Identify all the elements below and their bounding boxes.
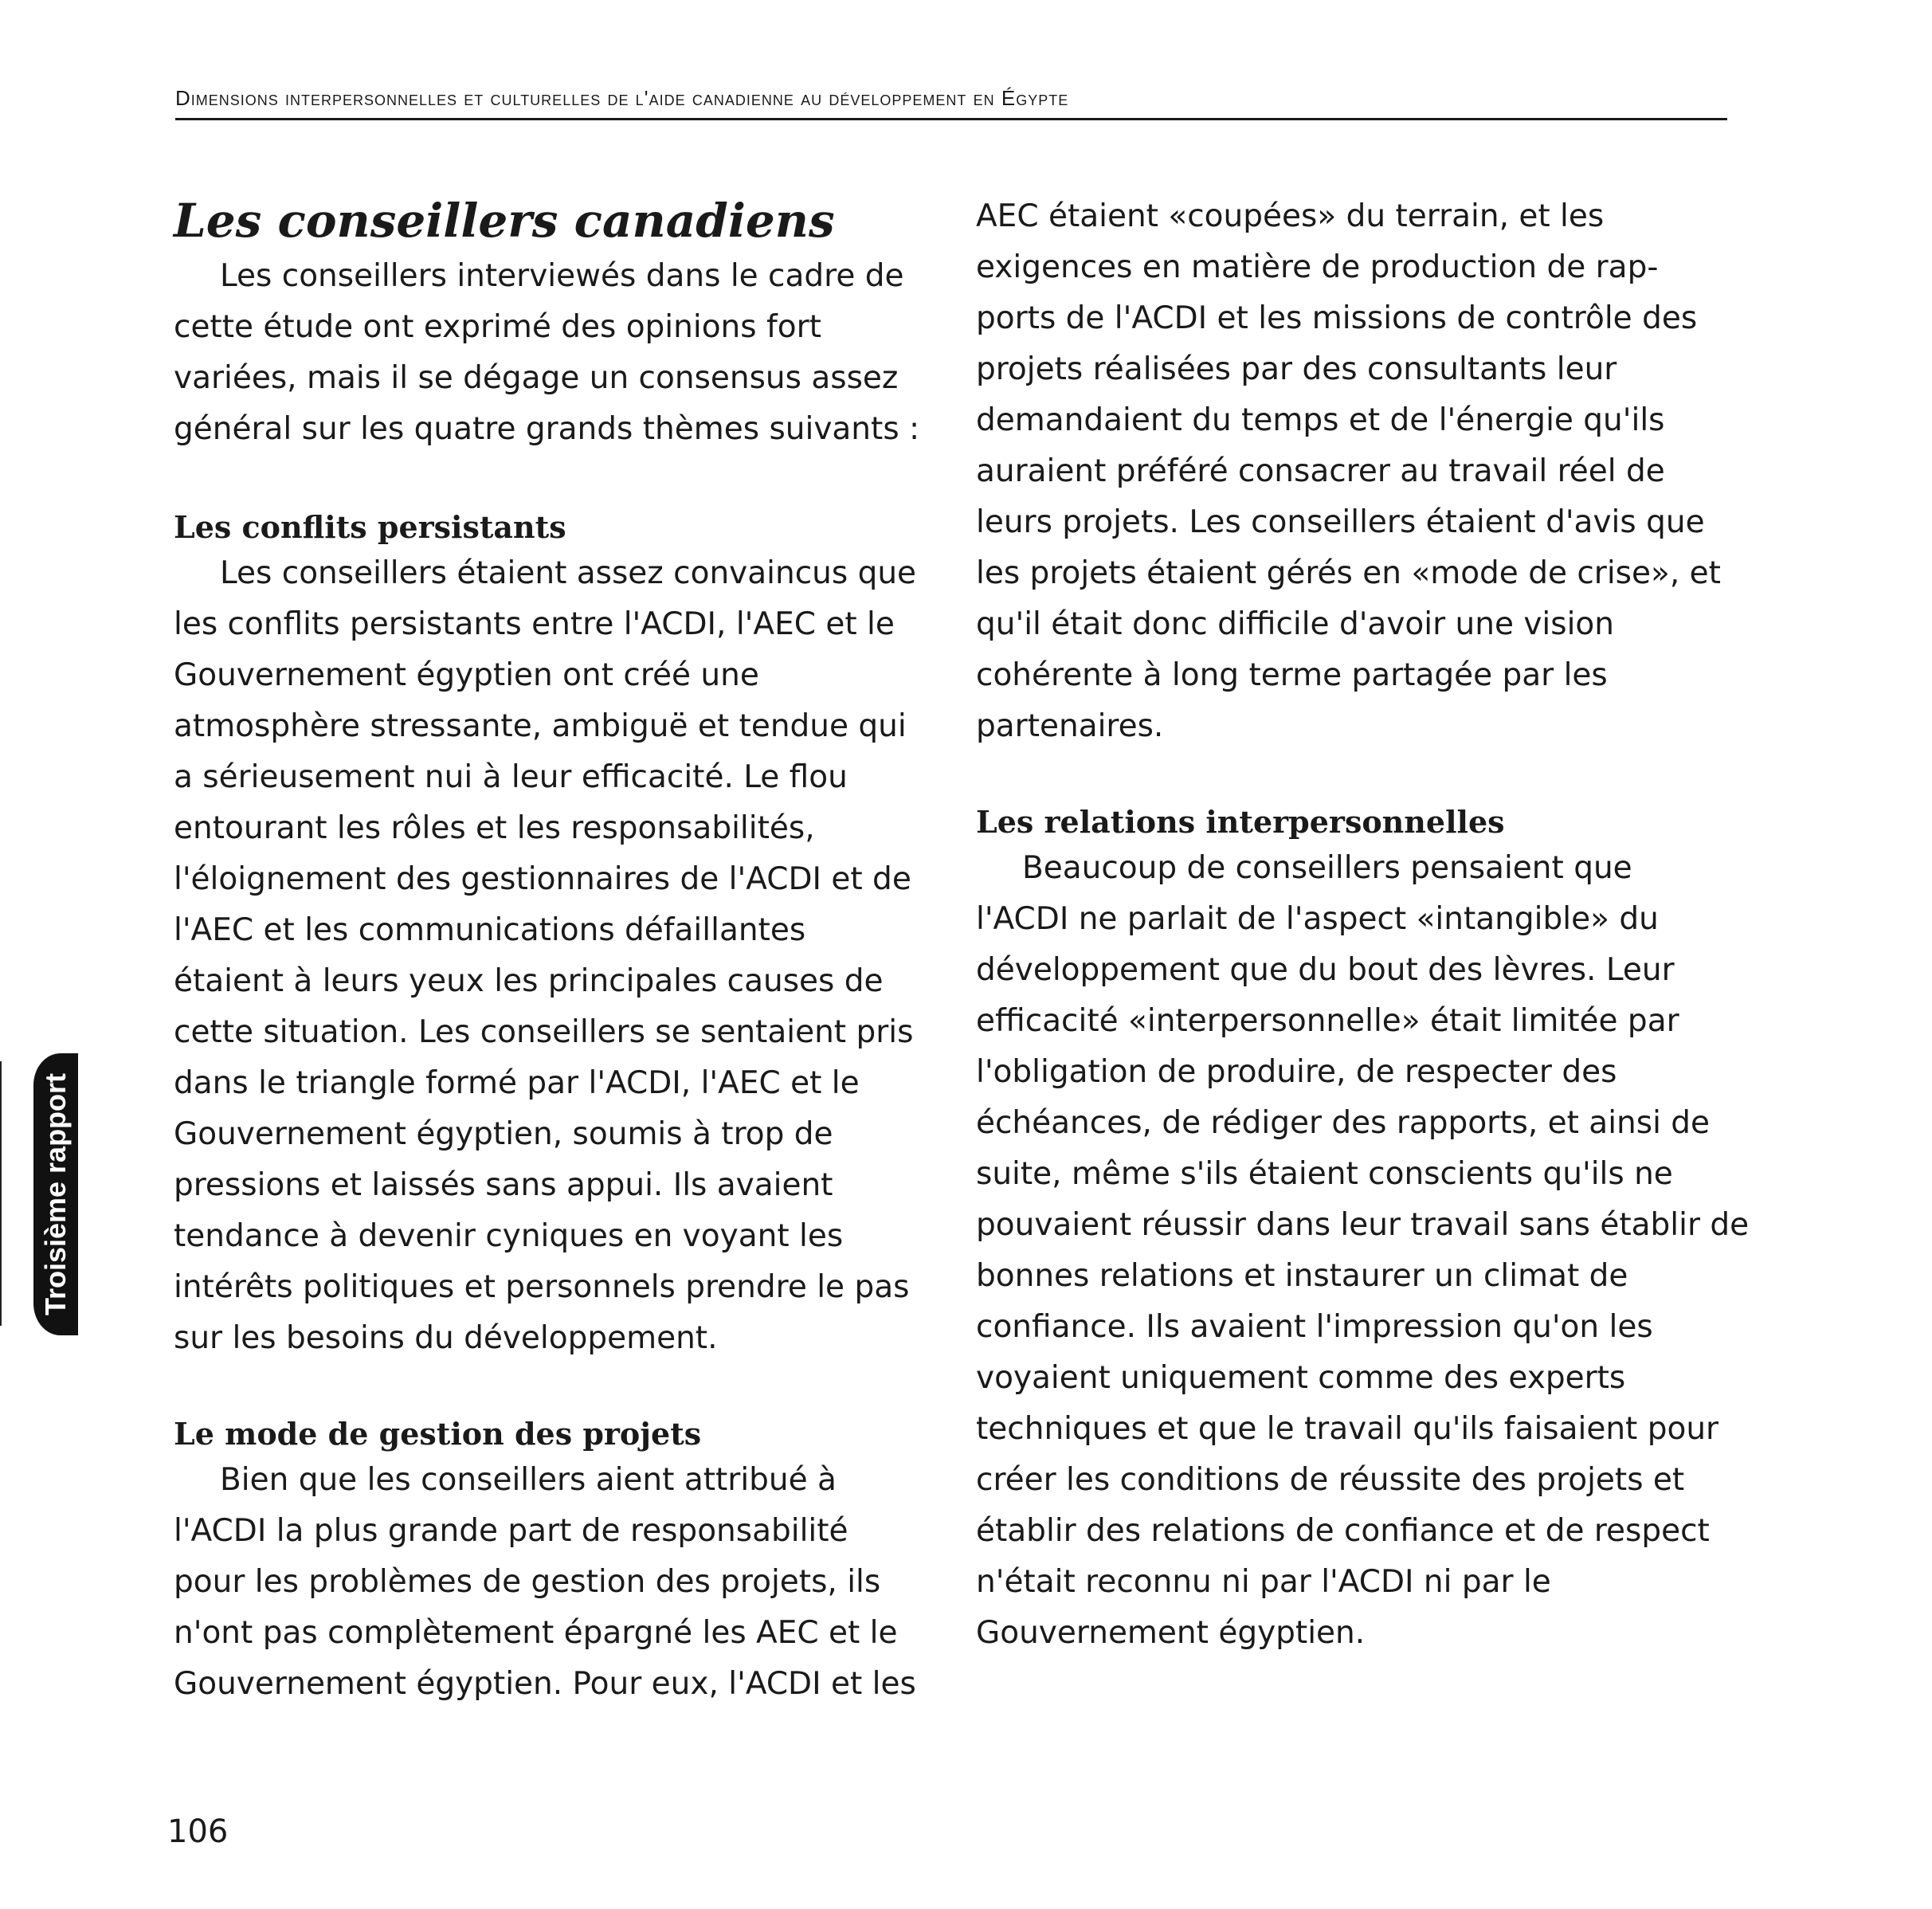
text-line: Gouvernement égyptien, soumis à trop de [174, 1116, 833, 1152]
text-line: général sur les quatre grands thèmes suivants : [174, 411, 920, 447]
section-text [174, 1455, 939, 1710]
text-line: variées, mais il se dégage un consensus assez [174, 360, 899, 396]
text-line: Gouvernement égyptien. [976, 1615, 1366, 1651]
text-line: pouvaient réussir dans leur travail sans établir de [976, 1207, 1750, 1243]
section-text [976, 843, 1750, 1659]
continued-text [976, 191, 1741, 752]
text-line: développement que du bout des lèvres. Leur [976, 952, 1675, 988]
text-line: atmosphère stressante, ambiguë et tendue qui [174, 708, 907, 744]
text-line: n'ont pas complètement épargné les AEC et le [174, 1615, 898, 1651]
chapter-title-block [174, 193, 939, 249]
text-line: ports de l'ACDI et les missions de contrôle des [976, 300, 1698, 336]
text-line: les conflits persistants entre l'ACDI, l'AEC et le [174, 606, 895, 642]
text-line: a sérieusement nui à leur efficacité. Le flou [174, 759, 848, 795]
section-side-tab [33, 1053, 78, 1335]
section-conflits-body [174, 548, 939, 1364]
text-line: l'AEC et les communications défaillantes [174, 912, 806, 948]
text-line: sur les besoins du développement. [174, 1320, 718, 1356]
continued-paragraph [976, 191, 1741, 752]
text-line: Gouvernement égyptien ont créé une [174, 657, 759, 693]
text-line: l'ACDI ne parlait de l'aspect «intangible» du [976, 901, 1659, 937]
text-line: Les conseillers étaient assez convaincus que [220, 555, 917, 591]
text-line: pressions et laissés sans appui. Ils avaient [174, 1167, 833, 1203]
text-line: l'éloignement des gestionnaires de l'ACDI et de [174, 861, 911, 897]
section-text [174, 548, 939, 1364]
section-title: Les relations interpersonnelles [976, 804, 1505, 840]
text-line: cohérente à long terme partagée par les [976, 657, 1608, 693]
section-conflits [174, 507, 939, 548]
text-line: dans le triangle formé par l'ACDI, l'AEC et le [174, 1065, 860, 1101]
text-line: n'était reconnu ni par l'ACDI ni par le [976, 1564, 1551, 1600]
text-line: entourant les rôles et les responsabilités, [174, 810, 815, 846]
section-gestion [174, 1413, 939, 1455]
section-title: Le mode de gestion des projets [174, 1416, 702, 1452]
side-tab-label: Troisième rapport [39, 1072, 72, 1316]
text-line: Beaucoup de conseillers pensaient que [1022, 850, 1632, 886]
text-line: AEC étaient «coupées» du terrain, et les [976, 198, 1605, 234]
text-line: établir des relations de confiance et de respect [976, 1513, 1710, 1549]
text-line: qu'il était donc difficile d'avoir une vision [976, 606, 1615, 642]
text-line: projets réalisées par des consultants leur [976, 351, 1617, 387]
text-line: pour les problèmes de gestion des projets, ils [174, 1564, 881, 1600]
text-line: bonnes relations et instaurer un climat de [976, 1258, 1628, 1294]
section-title: Les conflits persistants [174, 509, 566, 545]
text-line: cette situation. Les conseillers se sentaient pris [174, 1014, 914, 1050]
text-line: Bien que les conseillers aient attribué à [220, 1462, 837, 1498]
text-line: leurs projets. Les conseillers étaient d'avis que [976, 504, 1705, 540]
text-line: l'obligation de produire, de respecter des [976, 1054, 1617, 1090]
text-line: intérêts politiques et personnels prendre le pas [174, 1269, 910, 1305]
text-line: étaient à leurs yeux les principales causes de [174, 963, 884, 999]
text-line: créer les conditions de réussite des projets et [976, 1462, 1685, 1498]
text-line: cette étude ont exprimé des opinions fort [174, 309, 821, 345]
section-relations [976, 802, 1741, 843]
text-line: demandaient du temps et de l'énergie qu'ils [976, 402, 1665, 438]
text-line: échéances, de rédiger des rapports, et ainsi de [976, 1105, 1711, 1141]
header-rule [175, 118, 1727, 120]
chapter-title: Les conseillers canadiens [174, 194, 835, 248]
text-line: efficacité «interpersonnelle» était limitée par [976, 1003, 1679, 1039]
text-line: Gouvernement égyptien. Pour eux, l'ACDI et les [174, 1666, 916, 1702]
text-line: techniques et que le travail qu'ils faisaient pour [976, 1411, 1719, 1447]
text-line: partenaires. [976, 708, 1164, 744]
section-relations-body [976, 843, 1750, 1659]
text-line: voyaient uniquement comme des experts [976, 1360, 1626, 1396]
page-number: 106 [167, 1813, 229, 1850]
text-line: tendance à devenir cyniques en voyant les [174, 1218, 844, 1254]
text-line: l'ACDI la plus grande part de responsabilité [174, 1513, 848, 1549]
text-line: auraient préféré consacrer au travail réel de [976, 453, 1665, 489]
intro-text [174, 251, 939, 455]
text-line: Les conseillers interviewés dans le cadre de [220, 258, 904, 294]
intro-paragraph [174, 251, 939, 455]
text-line: confiance. Ils avaient l'impression qu'on les [976, 1309, 1653, 1345]
text-line: les projets étaient gérés en «mode de crise», et [976, 555, 1721, 591]
section-gestion-body [174, 1455, 939, 1710]
text-line: suite, même s'ils étaient conscients qu'ils ne [976, 1156, 1673, 1192]
running-header: Dimensions interpersonnelles et culturelles de l'aide canadienne au développement en Égypte [175, 86, 1069, 110]
text-line: exigences en matière de production de rap- [976, 249, 1659, 285]
